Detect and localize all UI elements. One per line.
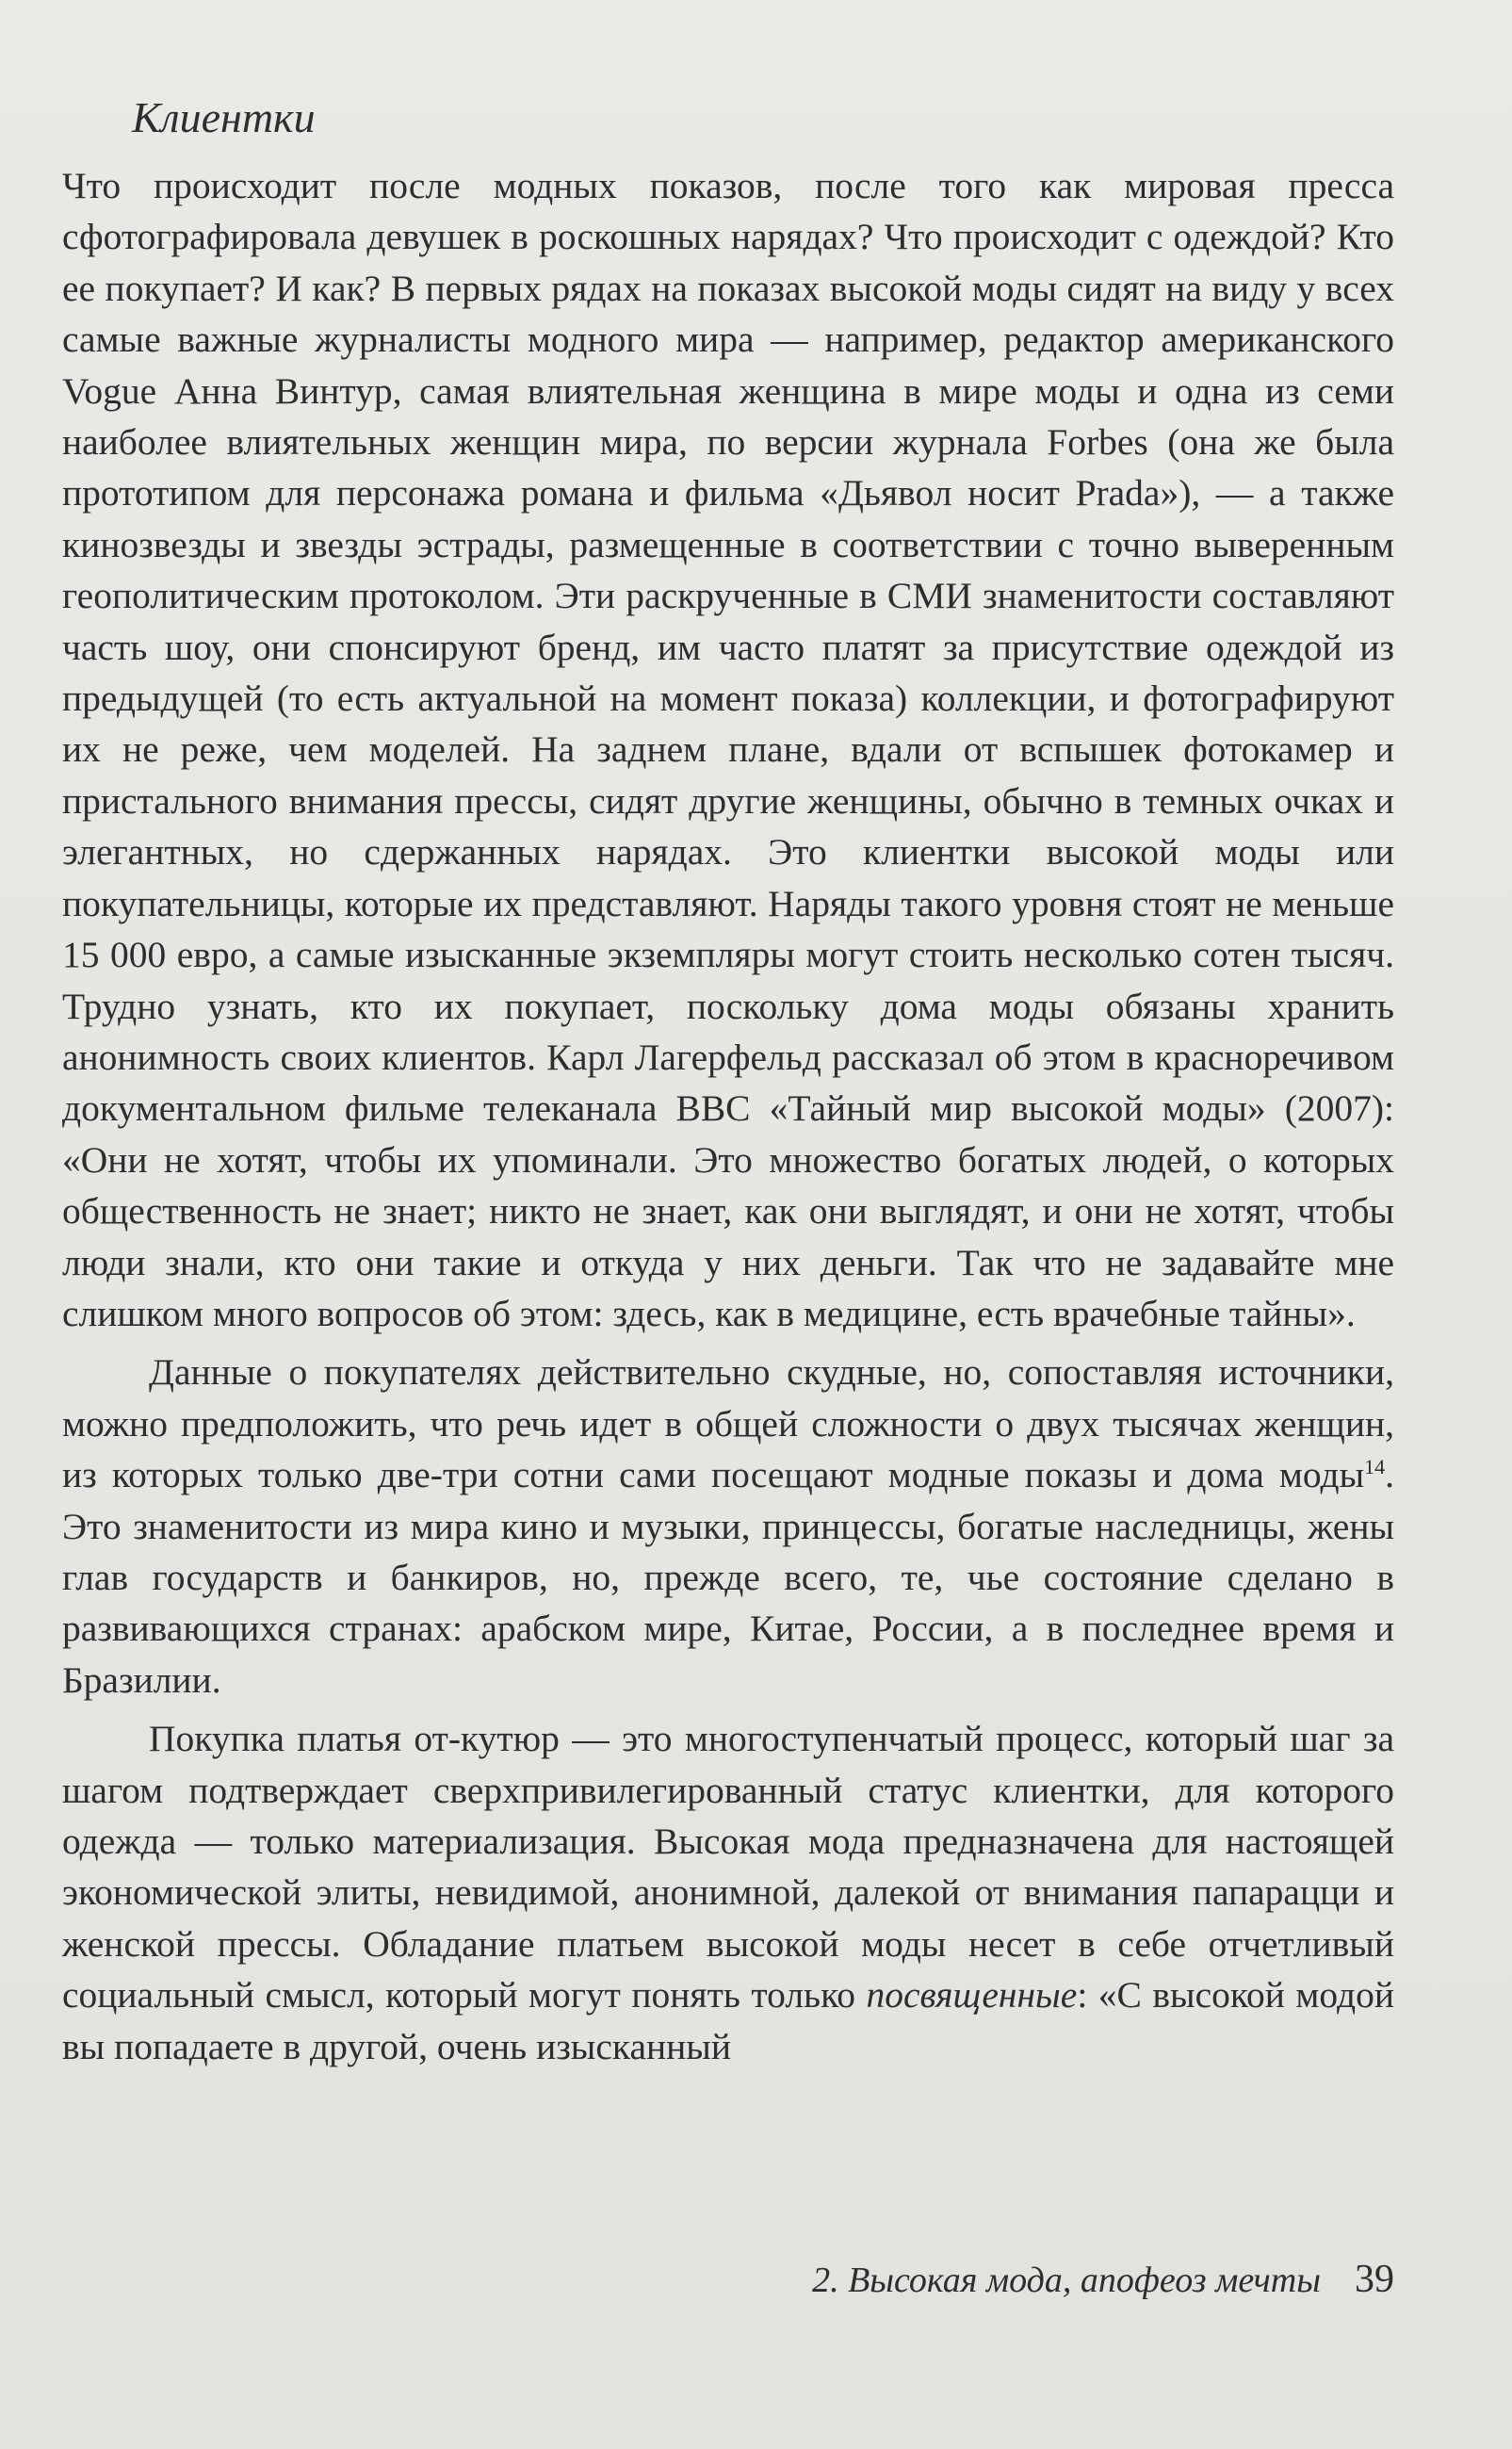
section-heading: Клиентки [132, 93, 316, 141]
running-footer [62, 2257, 1394, 2302]
paragraph-2 [62, 1347, 1394, 1706]
paragraph-3 [62, 1713, 1394, 2072]
italic-term: посвященные [866, 1974, 1078, 2016]
paragraph-2-text: Данные о покупателях действительно скудные, но, сопоставляя источники, можно предположить, что речь идет в общей сложности о двух тысячах женщин, из которых только две-три сотни сами посещают модные показы и дома моды [62, 1351, 1394, 1496]
page-number: 39 [1355, 2258, 1394, 2301]
paragraph-3-text: Покупка платья от-кутюр — это многоступенчатый процесс, который шаг за шагом подтверждает сверхпривилегированный статус клиентки, для которого одежда — только материализация. Высокая мода предназначена для настоящей экономической элиты, невидимой, анонимной, далекой от внимания папарацци и женской прессы. Обладание платьем высокой моды несет в себе отчетливый социальный смысл, который могут понять только [62, 1718, 1394, 2016]
paragraph-2-text-cont: . Это знаменитости из мира кино и музыки, принцессы, богатые наследницы, жены глав государств и банкиров, но, прежде всего, те, чье состояние сделано в развивающихся странах: арабском мире, Китае, России, а в последнее время и Бразилии. [62, 1454, 1394, 1701]
body-text [62, 90, 1394, 2072]
chapter-title: 2. Высокая мода, апофеоз мечты [812, 2261, 1321, 2300]
paragraph-3-text-cont: : «С высокой модой вы попадаете в другой, очень изысканный [62, 1974, 1395, 2067]
footnote-marker: 14 [1364, 1455, 1386, 1479]
paragraph-1: Что происходит после модных показов, после того как мировая пресса сфотографировала девушек в роскошных нарядах? Что происходит с одеждой? Кто ее покупает? И как? В первых рядах на показах высокой моды сидят на виду у всех самые важные журналисты модного мира — например, редактор американского Vogue Анна Винтур, самая влиятельная женщина в мире моды и одна из семи наиболее влиятельных женщин мира, по версии журнала Forbes (она же была прототипом для персонажа романа и фильма «Дьявол носит Prada»), — а также кинозвезды и звезды эстрады, размещенные в соответствии с точно выверенным геополитическим протоколом. Эти раскрученные в СМИ знаменитости составляют часть шоу, они спонсируют бренд, им часто платят за присутствие одеждой из предыдущей (то есть актуальной на момент показа) коллекции, и фотографируют их не реже, чем моделей. На заднем плане, вдали от вспышек фотокамер и пристального внимания прессы, сидят другие женщины, обычно в темных очках и элегантных, но сдержанных нарядах. Это клиентки высокой моды или покупательницы, которые их представляют. Наряды такого уровня стоят не меньше 15 000 евро, а самые изысканные экземпляры могут стоить несколько сотен тысяч. Трудно узнать, кто их покупает, поскольку дома моды обязаны хранить анонимность своих клиентов. Карл Лагерфельд рассказал об этом в красноречивом документальном фильме телеканала BBC «Тайный мир высокой моды» (2007): «Они не хотят, чтобы их упоминали. Это множество богатых людей, о которых общественность не знает; никто не знает, как они выглядят, и они не хотят, чтобы люди знали, кто они такие и откуда у них деньги. Так что не задавайте мне слишком много вопросов об этом: здесь, как в медицине, есть врачебные тайны». [62, 165, 1394, 1334]
